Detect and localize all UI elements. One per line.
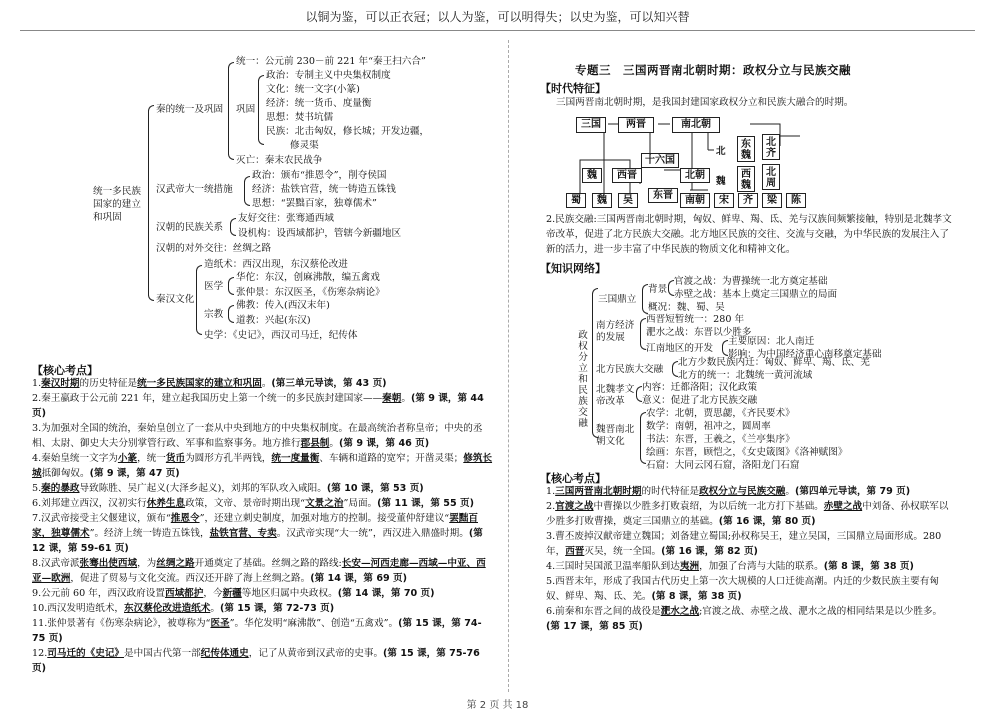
tree-b1b-3: 思想：焚书坑儒 [266, 112, 334, 123]
net-n3-0: 北方少数民族内迁：匈奴、鲜卑、羯、氐、羌 [678, 357, 870, 368]
net-n5-0: 农学：北朝，贾思勰，《齐民要术》 [646, 408, 795, 419]
tree-b2-1: 经济：盐铁官营，统一铸造五铢钱 [252, 184, 396, 195]
tree-b5-med-0: 华佗：东汉，创麻沸散，编五禽戏 [236, 272, 380, 283]
core-item: 1.秦汉时期的历史特征是统一多民族国家的建立和巩固。(第三单元导读，第 43 页) [32, 378, 387, 389]
flow-beichao: 北朝 [680, 168, 710, 183]
network-title: 【知识网络】 [540, 262, 606, 275]
flow-dongjin: 东晋 [648, 188, 678, 203]
core-item: 2.秦王嬴政于公元前 221 年，建立起我国历史上第一个统一的多民族封建国家——秦朝。(第 9 课，第 44 页) [32, 393, 484, 419]
net-n2-jn-1: 影响：为中国经济重心南移奠定基础 [728, 349, 882, 360]
left-core-title: 【核心考点】 [32, 364, 98, 377]
flow-wei: 魏 [582, 168, 602, 183]
tree-b3-1: 设机构：设西域都护，管辖今新疆地区 [238, 228, 402, 239]
flow-xiwei: 西魏 [737, 166, 755, 192]
era-paragraph-1: 三国两晋南北朝时期，是我国封建国家政权分立和民族大融合的时期。 [556, 97, 854, 108]
topic-title: 专题三 三国两晋南北朝时期：政权分立与民族交融 [575, 63, 851, 77]
core-item: 5.西晋末年，形成了我国古代历史上第一次大规模的人口迁徙高潮。内迁的少数民族主要有匈奴、鲜卑、羯、氐、羌。(第 8 课，第 38 页) [546, 576, 939, 602]
tree-b3: 汉朝的民族关系 [156, 222, 224, 233]
core-item: 9.公元前 60 年，西汉政府设置西域都护，今新疆等地区归属中央政权。(第 14 课，第 70 页) [32, 588, 435, 599]
flow-xijin: 西晋 [612, 168, 642, 183]
net-n2-1: 淝水之战：东晋以少胜多 [646, 327, 752, 338]
core-item: 6.前秦和东晋之间的战役是淝水之战;官渡之战、赤壁之战、淝水之战的相同结果是以少胜多。(第 17 课，第 85 页) [546, 606, 943, 632]
tree-bracket-med [228, 277, 234, 295]
tree-b5-hist: 史学：《史记》，西汉司马迁，纪传体 [204, 330, 358, 341]
column-divider [508, 40, 509, 692]
flow-nanbeichao: 南北朝 [672, 117, 720, 133]
core-item: 2.官渡之战中曹操以少胜多打败袁绍，为以后统一北方打下基础。赤壁之战中刘备、孙权联军以少胜多打败曹操，奠定三国鼎立的基础。(第 16 课，第 80 页) [546, 501, 949, 527]
core-item: 3.曹丕废掉汉献帝建立魏国；刘备建立蜀国;孙权称吴王，建立吴国，三国鼎立局面形成。280 年，西晋灭吴，统一全国。(第 16 课，第 82 页) [546, 531, 942, 557]
page-footer: 第 2 页 共 18 [466, 700, 529, 711]
flow-shiliuguo: 十六国 [641, 153, 679, 168]
net-n5: 魏晋南北 朝文化 [596, 424, 635, 447]
flow-qi: 齐 [738, 193, 758, 208]
tree-b5-med-1: 张仲景：东汉医圣，《伤寒杂病论》 [236, 287, 385, 298]
tree-b5-paper: 造纸术：西汉出现，东汉蔡伦改进 [204, 259, 348, 270]
tree-b2-2: 思想：“罢黜百家，独尊儒术” [252, 198, 377, 209]
core-item: 11.张仲景著有《伤寒杂病论》，被尊称为“医圣”。华佗发明“麻沸散”、创造“五禽戏”。(第 15 课，第 74-75 页) [32, 618, 482, 644]
tree-b4: 汉朝的对外交往：丝绸之路 [156, 243, 272, 254]
tree-b1b-1: 文化：统一文字(小篆) [266, 84, 360, 95]
net-n2-jn-0: 主要原因：北人南迁 [728, 336, 815, 347]
tree-b2: 汉武帝大一统措施 [156, 184, 233, 195]
core-item: 4.三国时吴国派卫温率船队到达夷洲，加强了台湾与大陆的联系。(第 8 课，第 38 页) [546, 561, 914, 572]
tree-bracket-root [148, 105, 154, 301]
net-n1-gk: 概况：魏、蜀、吴 [648, 302, 725, 313]
core-item: 6.刘邦建立西汉，汉初实行休养生息政策，文帝、景帝时期出现“文景之治”局面。(第 11 课，第 55 页) [32, 498, 474, 509]
net-n5-3: 绘画：东晋，顾恺之，《女史箴图》《洛神赋图》 [646, 447, 848, 458]
core-item: 3.为加强对全国的统治，秦始皇创立了一套从中央到地方的中央集权制度。在最高统治者称皇帝；中央的丞相、太尉、御史大夫分别掌管行政、军事和监察事务。地方推行郡县制。(第 9 课，第 46 页) [32, 423, 483, 449]
core-item: 7.汉武帝接受主父偃建议，颁布“推恩令”，还建立刺史制度，加强对地方的控制。接受董仲舒建议“罢黜百家，独尊儒术”。经济上统一铸造五铢钱，盐铁官营、专卖。汉武帝实现“大一统”，西汉进入鼎盛时期。(第 12 课，第 59-61 页) [32, 513, 483, 554]
core-item: 10.西汉发明造纸术，东汉蔡伦改进造纸术。(第 15 课，第 72-73 页) [32, 603, 335, 614]
left-core-list [32, 376, 494, 676]
flow-chen: 陈 [786, 193, 806, 208]
tree-bracket-b1b [258, 75, 264, 145]
tree-b1b: 巩固 [236, 104, 256, 115]
net-n4-1: 意义：促进了北方民族交融 [642, 395, 758, 406]
net-n5-4: 石窟：大同云冈石窟，洛阳龙门石窟 [646, 460, 800, 471]
flow-liangjin: 两晋 [618, 117, 654, 133]
tree-b1b-0: 政治：专制主义中央集权制度 [266, 70, 391, 81]
tree-b1b-2: 经济：统一货币、度量衡 [266, 98, 372, 109]
tree-b5-rel-0: 佛教：传入(西汉末年) [236, 300, 330, 311]
tree-b2-0: 政治：颁布“推恩令”，削夺侯国 [252, 170, 387, 181]
tree-b1b-5: 修灵渠 [290, 140, 319, 151]
flow-song: 宋 [714, 193, 734, 208]
flow-wei-label: 魏 [716, 176, 726, 187]
core-item: 4.秦始皇统一文字为小篆，统一货币为圆形方孔半两钱，统一度量衡、车辆和道路的宽窄；开凿灵渠；修筑长城抵御匈奴。(第 9 课，第 47 页) [32, 453, 493, 479]
flow-beiqi: 北齐 [762, 134, 780, 160]
flow-bei: 北 [716, 146, 726, 157]
tree-bracket-b1 [228, 62, 234, 160]
tree-b1c: 灭亡：秦末农民战争 [236, 155, 323, 166]
tree-bracket-b2 [244, 176, 250, 206]
tree-bracket-b5 [196, 265, 202, 335]
net-n3-1: 北方的统一：北魏统一黄河流域 [678, 370, 813, 381]
page-header-motto: 以铜为鉴，可以正衣冠；以人为鉴，可以明得失；以史为鉴，可以知兴替 [305, 10, 690, 24]
tree-root: 统一多民族 国家的建立 和巩固 [93, 186, 141, 223]
header-divider [20, 30, 975, 31]
flow-beizhou: 北周 [762, 164, 780, 190]
tree-b1a: 统一：公元前 230－前 221 年“秦王扫六合” [236, 56, 426, 67]
tree-b1: 秦的统一及巩固 [156, 104, 224, 115]
right-core-title: 【核心考点】 [540, 472, 606, 485]
era-paragraph-2: 2.民族交融:三国两晋南北朝时期，匈奴、鲜卑、羯、氐、羌与汉族间频繁接触，特别是北魏孝文帝改革，促进了北方民族大交融。北方地区民族的交往、交流与交融，为中华民族的发展注入了新的活力，进一步丰富了中华民族的物质文化和精神文化。 [546, 214, 952, 255]
net-root: 政权分立和民族交融 [578, 330, 588, 429]
tree-b1b-4: 民族：北击匈奴，修长城；开发边疆， [266, 126, 430, 137]
flow-shu: 蜀 [566, 193, 586, 208]
flow-dongwei: 东魏 [737, 136, 755, 162]
tree-b3-0: 友好交往：张骞通西域 [238, 213, 334, 224]
net-n1-bg: 背景 [648, 284, 668, 295]
net-n1-bg-1: 赤壁之战：基本上奠定三国鼎立的局面 [674, 289, 838, 300]
tree-b5: 秦汉文化 [156, 294, 195, 305]
core-item: 5.秦的暴政导致陈胜、吴广起义(大泽乡起义)，刘邦的军队攻入咸阳。(第 10 课，第 53 页) [32, 483, 424, 494]
era-title: 【时代特征】 [540, 82, 606, 95]
flow-sanguo: 三国 [576, 117, 606, 133]
flow-nanchao: 南朝 [680, 193, 710, 208]
right-core-list [546, 484, 956, 634]
flow-wu: 吴 [618, 193, 638, 208]
net-n1: 三国鼎立 [598, 294, 637, 305]
net-n5-1: 数学：南朝，祖冲之，圆周率 [646, 421, 771, 432]
net-bracket-root [592, 288, 598, 438]
net-n3: 北方民族大交融 [596, 364, 664, 375]
net-n2-0: 西晋短暂统一：280 年 [646, 314, 745, 325]
net-n1-bg-0: 官渡之战：为曹操统一北方奠定基础 [674, 276, 828, 287]
tree-bracket-b3 [230, 218, 236, 236]
tree-b5-med: 医学 [204, 281, 224, 292]
core-item: 8.汉武帝派张骞出使西域，为丝绸之路开通奠定了基础。丝绸之路的路线:长安—河西走廊—西域—中亚、西亚—欧洲，促进了贸易与文化交流。西汉还开辟了海上丝绸之路。(第 14 课，第 69 页) [32, 558, 486, 584]
flow-liang: 梁 [762, 193, 782, 208]
tree-b5-rel-1: 道教：兴起(东汉) [236, 315, 311, 326]
core-item: 12.司马迁的《史记》是中国古代第一部纪传体通史，记了从黄帝到汉武帝的史事。(第 15 课，第 75-76 页) [32, 648, 480, 674]
net-n2: 南方经济 的发展 [596, 320, 635, 343]
tree-b5-rel: 宗教 [204, 309, 224, 320]
net-n4: 北魏孝文 帝改革 [596, 384, 635, 407]
net-n5-2: 书法：东晋，王羲之，《兰亭集序》 [646, 434, 795, 445]
tree-bracket-rel [228, 305, 234, 323]
flow-wei2: 魏 [592, 193, 612, 208]
net-n2-jn: 江南地区的开发 [646, 343, 714, 354]
net-n4-0: 内容：迁都洛阳；汉化政策 [642, 382, 758, 393]
core-item: 1.三国两晋南北朝时期的时代特征是政权分立与民族交融。(第四单元导读，第 79 页) [546, 486, 911, 497]
